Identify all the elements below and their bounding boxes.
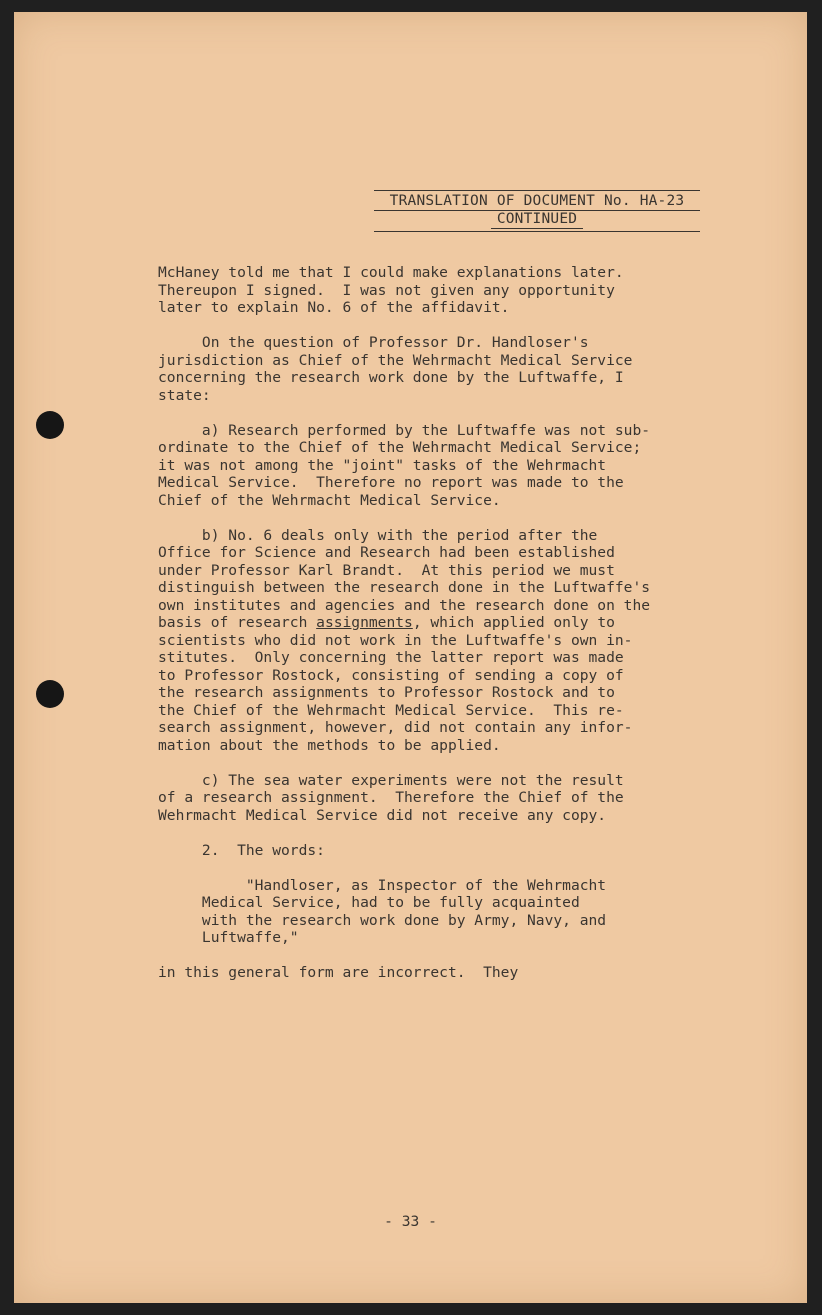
text-line: stitutes. Only concerning the latter report was made [158, 649, 624, 666]
blank-line [158, 754, 718, 772]
blank-line [158, 404, 718, 422]
blank-line [158, 509, 718, 527]
text-line: a) Research performed by the Luftwaffe was not sub- [158, 421, 651, 439]
punch-hole-top [36, 411, 64, 439]
text-line: Medical Service, had to be fully acquainted [158, 894, 580, 911]
document-header [374, 190, 700, 232]
text-line: Chief of the Wehrmacht Medical Service. [158, 491, 501, 509]
text-line: state: [158, 386, 211, 404]
document-page [14, 12, 807, 1303]
blank-line [158, 824, 718, 842]
text-line: McHaney told me that I could make explanations later. [158, 264, 624, 281]
blank-line [158, 859, 718, 877]
header-title: TRANSLATION OF DOCUMENT No. HA-23 [374, 190, 700, 211]
text-line: jurisdiction as Chief of the Wehrmacht Medical Service [158, 351, 633, 369]
text-line: the Chief of the Wehrmacht Medical Service. This re- [158, 701, 624, 719]
punch-hole-bottom [36, 680, 64, 708]
text-line: Wehrmacht Medical Service did not receive any copy. [158, 806, 607, 824]
text-line: Thereupon I signed. I was not given any opportunity [158, 281, 615, 299]
text-line: c) The sea water experiments were not the result [158, 771, 624, 789]
text-line: later to explain No. 6 of the affidavit. [158, 299, 510, 316]
text-line: the research assignments to Professor Rostock and to [158, 684, 615, 701]
text-line: of a research assignment. Therefore the Chief of the [158, 789, 624, 806]
blank-line [158, 947, 718, 965]
document-body [158, 264, 718, 982]
text-line: with the research work done by Army, Navy, and [158, 911, 607, 929]
text-line: On the question of Professor Dr. Handloser's [158, 334, 589, 351]
text-line: concerning the research work done by the Luftwaffe, I [158, 369, 624, 386]
page-number: - 33 - [384, 1213, 437, 1230]
text-line: ordinate to the Chief of the Wehrmacht Medical Service; [158, 439, 642, 456]
text-line: in this general form are incorrect. They [158, 964, 519, 981]
text-line: it was not among the "joint" tasks of the Wehrmacht [158, 456, 607, 474]
text-line: search assignment, however, did not contain any infor- [158, 719, 633, 736]
header-rule [374, 231, 700, 232]
text-line: b) No. 6 deals only with the period after the [158, 526, 598, 544]
text-line: own institutes and agencies and the research done on the [158, 596, 651, 614]
header-continued: CONTINUED [491, 211, 583, 229]
text-line: distinguish between the research done in the Luftwaffe's [158, 579, 651, 596]
text-line: basis of research assignments, which applied only to [158, 614, 615, 631]
text-line: to Professor Rostock, consisting of sending a copy of [158, 666, 624, 684]
blank-line [158, 317, 718, 335]
text-line: mation about the methods to be applied. [158, 736, 501, 754]
text-line: Medical Service. Therefore no report was made to the [158, 474, 624, 491]
text-line: scientists who did not work in the Luftwaffe's own in- [158, 631, 633, 649]
text-line: 2. The words: [158, 841, 325, 859]
text-line: under Professor Karl Brandt. At this period we must [158, 561, 615, 579]
underlined-word: assignments [316, 614, 413, 631]
text-line: Office for Science and Research had been established [158, 544, 615, 561]
text-line: Luftwaffe," [158, 929, 299, 946]
text-line: "Handloser, as Inspector of the Wehrmacht [158, 876, 607, 894]
